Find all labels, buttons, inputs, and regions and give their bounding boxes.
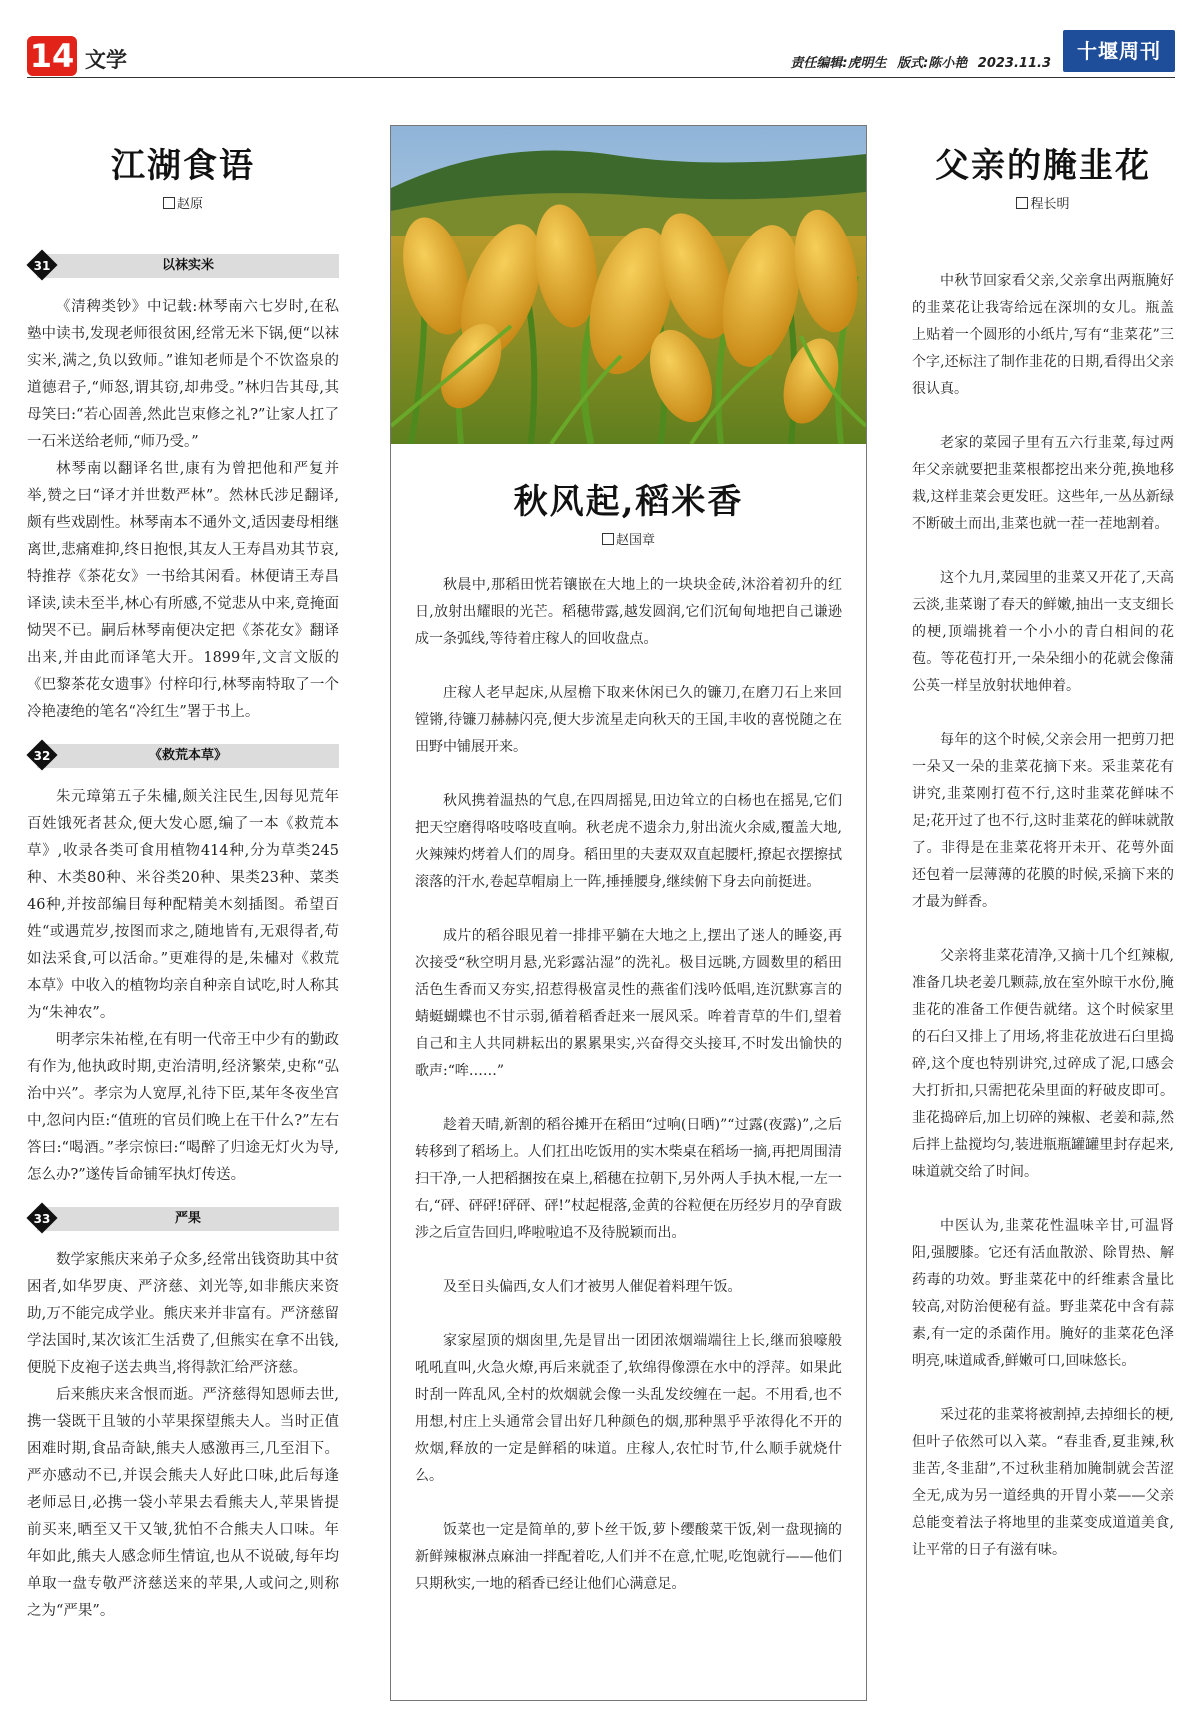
paragraph: 这个九月,菜园里的韭菜又开花了,天高云淡,韭菜谢了春天的鲜嫩,抽出一支支细长的梗,顶端挑着一个小小的青白相间的花苞。等花苞打开,一朵朵细小的花就会像蒲公英一样呈放射状地伸着。: [912, 570, 1174, 694]
paragraph: 《清稗类钞》中记载:林琴南六七岁时,在私塾中读书,发现老师很贫困,经常无米下锅,便“以袜实米,满之,负以致师。”谁知老师是个不饮盗泉的道德君子,“师怒,谓其窃,却弗受。”林归告其母,其母笑曰:“若心固善,然此岂束修之礼?”让家人扛了一石米送给老师,“师乃受。”: [27, 299, 339, 450]
byline-box-icon: [163, 197, 175, 209]
right-article-author: 程长明: [1030, 197, 1070, 212]
paragraph: 老家的菜园子里有五六行韭菜,每过两年父亲就要把韭菜根都挖出来分蔸,换地移栽,这样韭菜会更发旺。这些年,一丛丛新绿不断破土而出,韭菜也就一茬一茬地割着。: [912, 435, 1174, 532]
subhead-33-number: 33: [33, 1212, 51, 1226]
paragraph: 采过花的韭菜将被割掉,去掉细长的梗,但叶子依然可以入菜。“春韭香,夏韭辣,秋韭苦,冬韭甜”,不过秋韭稍加腌制就会苦涩全无,成为另一道经典的开胃小菜——父亲总能变着法子将地里的韭菜变成道道美食,让平常的日子有滋有味。: [912, 1407, 1174, 1558]
paragraph: 中医认为,韭菜花性温味辛甘,可温肾阳,强腰膝。它还有活血散淤、除胃热、解药毒的功效。野韭菜花中的纤维素含量比较高,对防治便秘有益。野韭菜花中含有蒜素,有一定的杀菌作用。腌好的韭菜花色泽明亮,味道咸香,鲜嫩可口,回味悠长。: [912, 1218, 1174, 1369]
subhead-32-number: 32: [33, 749, 51, 763]
layout-editor: 版式:陈小艳: [897, 56, 968, 71]
paragraph: 后来熊庆来含恨而逝。严济慈得知恩师去世,携一袋既干且皱的小苹果探望熊夫人。当时正值困难时期,食品奇缺,熊夫人感激再三,几至泪下。严亦感动不已,并误会熊夫人好此口味,此后每逢老师忌日,必携一袋小苹果去看熊夫人,苹果皆提前买来,晒至又干又皱,犹怕不合熊夫人口味。年年如此,熊夫人感念师生情谊,也从不说破,每年均单取一盘专敬严济慈送来的苹果,人或问之,则称之为“严果”。: [27, 1387, 339, 1619]
right-article-title: 父亲的腌韭花: [935, 146, 1151, 186]
paragraph: 林琴南以翻译名世,康有为曾把他和严复并举,赞之曰“译才并世数严林”。然林氏涉足翻译,颇有些戏剧性。林琴南本不通外文,适因妻母相继离世,悲痛难抑,终日抱恨,其友人王寿昌劝其节哀,特推荐《茶花女》一书给其闲看。林便请王寿昌译读,读未至半,林心有所感,不觉悲从中来,竟掩面恸哭不已。嗣后林琴南便决定把《茶花女》翻译出来,并由此而译笔大开。1899年,文言文版的《巴黎茶花女遗事》付梓印行,林琴南特取了一个冷艳凄绝的笔名“冷红生”署于书上。: [27, 461, 339, 720]
paragraph: 秋风携着温热的气息,在四周摇晃,田边耸立的白杨也在摇晃,它们把天空磨得咯吱咯吱直响。秋老虎不遗余力,射出流火余威,覆盖大地,火辣辣灼烤着人们的周身。稻田里的夫妻双双直起腰杆,撩起衣摆擦拭滚落的汗水,卷起草帽扇上一阵,捶捶腰身,继续俯下身去向前挺进。: [415, 793, 842, 890]
middle-article: [390, 125, 867, 1701]
subhead-31: [27, 250, 339, 280]
byline-box-icon: [1016, 197, 1028, 209]
middle-article-byline: [391, 529, 866, 548]
subhead-31-title: 以袜实米: [37, 254, 339, 278]
paragraph: 每年的这个时候,父亲会用一把剪刀把一朵又一朵的韭菜花摘下来。采韭菜花有讲究,韭菜刚打苞不行,这时韭菜花鲜味不足;花开过了也不行,这时韭菜花的鲜味就散了。非得是在韭菜花将开未开、花萼外面还包着一层薄薄的花膜的时候,采摘下来的才最为鲜香。: [912, 732, 1174, 910]
subhead-33-title: 严果: [37, 1207, 339, 1231]
paragraph: 中秋节回家看父亲,父亲拿出两瓶腌好的韭菜花让我寄给远在深圳的女儿。瓶盖上贴着一个圆形的小纸片,写有“韭菜花”三个字,还标注了制作韭花的日期,看得出父亲很认真。: [912, 273, 1174, 397]
masthead-logo: 十堰周刊: [1063, 30, 1175, 72]
paragraph: 及至日头偏西,女人们才被男人催促着料理午饭。: [443, 1279, 742, 1295]
subhead-33: [27, 1203, 339, 1233]
rice-field-photo-icon: [391, 126, 866, 444]
subhead-31-number: 31: [33, 259, 51, 273]
right-article-byline: [912, 193, 1174, 212]
section-name: 文学: [85, 48, 127, 72]
right-article: [912, 120, 1174, 1591]
paragraph: 趁着天晴,新割的稻谷摊开在稻田“过响(日晒)”“过露(夜露)”,之后转移到了稻场上。人们扛出吃饭用的实木柴桌在稻场一摘,再把周围清扫干净,一人把稻捆按在桌上,稻穗在拉朝下,另外两人手执木棍,一左一右,“砰、砰砰!砰砰、砰!”杖起棍落,金黄的谷粒便在历经岁月的孕育跋涉之后宣告回归,哗啦啦追不及待脱颖而出。: [415, 1117, 842, 1241]
paragraph: 明孝宗朱祐樘,在有明一代帝王中少有的勤政有作为,他执政时期,吏治清明,经济繁荣,史称“弘治中兴”。孝宗为人宽厚,礼待下臣,某年冬夜坐宫中,忽问内臣:“值班的官员们晚上在干什么?”左右答曰:“喝酒。”孝宗惊曰:“喝醉了归途无灯火为导,怎么办?”遂传旨命铺军执灯传送。: [27, 1032, 339, 1183]
page-number: 14: [27, 36, 77, 76]
issue-date: 2023.11.3: [977, 56, 1051, 71]
paragraph: 成片的稻谷眼见着一排排平躺在大地之上,摆出了迷人的睡姿,再次接受“秋空明月悬,光彩露沾湿”的洗礼。极目远眺,方圆数里的稻田活色生香而又夯实,招惹得极富灵性的燕雀们浅吟低唱,连沉默寡言的蜻蜓蝴蝶也不甘示弱,循着稻香赶来一展风采。哞着青草的牛们,望着自己和主人共同耕耘出的累累果实,兴奋得交头接耳,不时发出愉快的歌声:“哞……”: [415, 928, 842, 1079]
paragraph: 秋晨中,那稻田恍若镶嵌在大地上的一块块金砖,沐浴着初升的红日,放射出耀眼的光芒。稻穗带露,越发圆润,它们沉甸甸地把自己谦逊成一条弧线,等待着庄稼人的回收盘点。: [415, 577, 842, 647]
paragraph: 父亲将韭菜花清净,又摘十几个红辣椒,准备几块老姜几颗蒜,放在室外晾干水份,腌韭花的准备工作便告就绪。这个时候家里的石臼又排上了用场,将韭花放进石臼里捣碎,这个度也特别讲究,过碎成了泥,口感会大打折扣,只需把花朵里面的籽破皮即可。韭花捣碎后,加上切碎的辣椒、老姜和蒜,然后拌上盐搅均匀,装进瓶瓶罐罐里封存起来,味道就交给了时间。: [912, 948, 1174, 1180]
editor-credits: [784, 52, 1051, 71]
left-article: [27, 120, 339, 1625]
header-rule: [27, 77, 1175, 78]
middle-article-title: 秋风起,稻米香: [513, 482, 744, 522]
byline-box-icon: [602, 533, 614, 545]
left-article-author: 赵原: [176, 197, 203, 212]
editor: 责任编辑:虎明生: [790, 56, 887, 71]
subhead-32-title: 《救荒本草》: [37, 744, 339, 768]
middle-article-author: 赵国章: [615, 533, 655, 548]
paragraph: 朱元璋第五子朱橚,颇关注民生,因每见荒年百姓饿死者甚众,便大发心愿,编了一本《救荒本草》,收录各类可食用植物414种,分为草类245种、木类80种、米谷类20种、果类23种、菜类46种,并按部编目每种配精美木刻插图。希望百姓“或遇荒岁,按图而求之,随地皆有,无艰得者,苟如法采食,可以活命。”更难得的是,朱橚对《救荒本草》中收入的植物均亲自种亲自试吃,时人称其为“朱神农”。: [27, 789, 339, 1021]
page-header: [27, 30, 1175, 78]
paragraph: 庄稼人老早起床,从屋檐下取来休闲已久的镰刀,在磨刀石上来回镗锵,待镰刀赫赫闪亮,便大步流星走向秋天的王国,丰收的喜悦随之在田野中铺展开来。: [415, 685, 842, 755]
subhead-32: [27, 740, 339, 770]
left-article-byline: [27, 193, 339, 212]
paragraph: 数学家熊庆来弟子众多,经常出钱资助其中贫困者,如华罗庚、严济慈、刘光等,如非熊庆来资助,万不能完成学业。熊庆来并非富有。严济慈留学法国时,某次该汇生活费了,但熊实在拿不出钱,便脱下皮袍子送去典当,将得款汇给严济慈。: [27, 1252, 339, 1376]
paragraph: 饭菜也一定是简单的,萝卜丝干饭,萝卜缨酸菜干饭,剁一盘现摘的新鲜辣椒淋点麻油一拌配着吃,人们并不在意,忙呢,吃饱就行——他们只期秋实,一地的稻香已经让他们心满意足。: [415, 1522, 842, 1592]
left-article-title: 江湖食语: [111, 146, 255, 186]
rice-field-photo: [391, 126, 866, 444]
paragraph: 家家屋顶的烟囱里,先是冒出一团团浓烟端端往上长,继而狼嚎般吼吼直叫,火急火燎,再后来就歪了,软绵得像漂在水中的浮萍。如果此时刮一阵乱风,全村的炊烟就会像一头乱发绞缠在一起。不用看,也不用想,村庄上头通常会冒出好几种颜色的烟,那种黑乎乎浓得化不开的炊烟,释放的一定是鲜稻的味道。庄稼人,农忙时节,什么顺手就烧什么。: [415, 1333, 842, 1484]
